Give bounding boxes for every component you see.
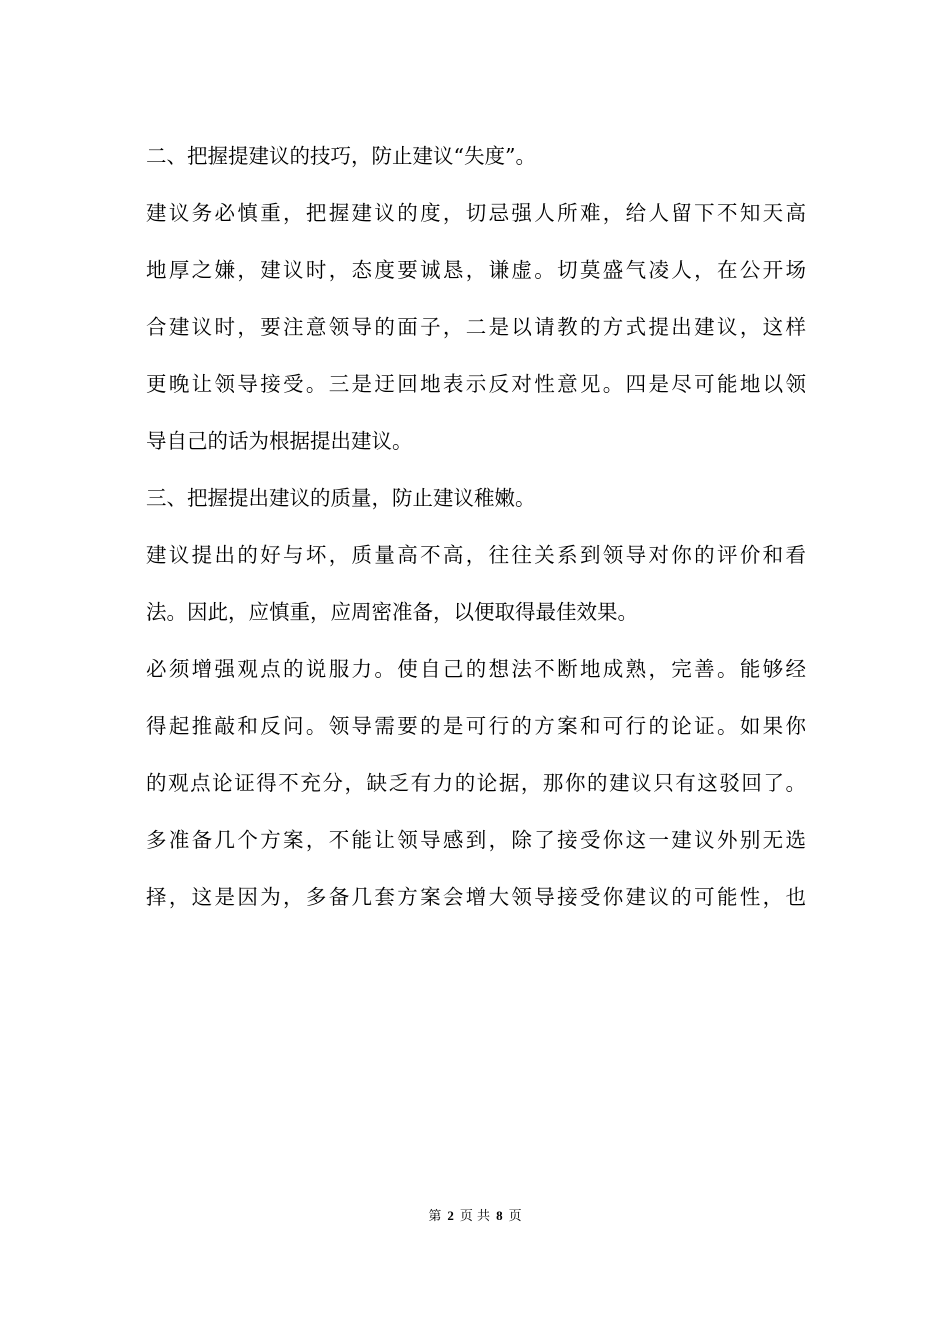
text-line: 多准备几个方案，不能让领导感到，除了接受你这一建议外别无选 — [146, 828, 806, 852]
text-line: 导自己的话为根据提出建议。 — [146, 429, 413, 453]
text-line: 法。因此，应慎重，应周密准备，以便取得最佳效果。 — [146, 600, 638, 624]
text-line: 建议提出的好与坏，质量高不高，往往关系到领导对你的评价和看 — [146, 543, 806, 567]
text-line: 得起推敲和反问。领导需要的是可行的方案和可行的论证。如果你 — [146, 714, 806, 738]
text-line: 三、把握提出建议的质量，防止建议稚嫩。 — [146, 486, 536, 510]
body-text — [146, 134, 806, 932]
page-footer — [0, 1206, 950, 1227]
text-line: 更晚让领导接受。三是迂回地表示反对性意见。四是尽可能地以领 — [146, 372, 806, 396]
footer-suffix: 页 — [508, 1209, 522, 1224]
footer-prefix: 第 — [428, 1209, 442, 1224]
text-line: 合建议时，要注意领导的面子，二是以请教的方式提出建议，这样 — [146, 315, 806, 339]
text-line: 建议务必慎重，把握建议的度，切忌强人所难，给人留下不知天高 — [146, 201, 806, 225]
footer-total-pages: 8 — [496, 1208, 503, 1223]
text-line: 地厚之嫌，建议时，态度要诚恳，谦虚。切莫盛气凌人，在公开场 — [146, 258, 806, 282]
text-line: 必须增强观点的说服力。使自己的想法不断地成熟，完善。能够经 — [146, 657, 806, 681]
footer-middle: 页 共 — [459, 1209, 491, 1224]
text-line: 的观点论证得不充分，缺乏有力的论据，那你的建议只有这驳回了。 — [146, 771, 806, 795]
text-line: 二、把握提建议的技巧，防止建议“失度”。 — [146, 144, 536, 168]
text-line: 择，这是因为，多备几套方案会增大领导接受你建议的可能性，也 — [146, 885, 806, 909]
footer-page-number: 2 — [447, 1208, 454, 1223]
